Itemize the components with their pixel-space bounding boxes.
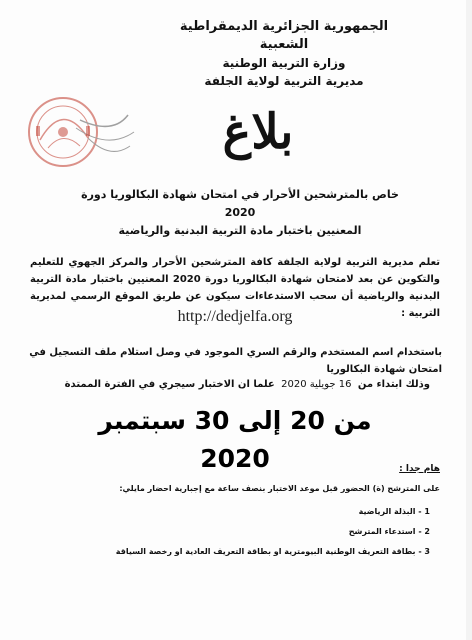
document-subtitle xyxy=(70,186,410,240)
subtitle-line-2: المعنيين باختبار مادة التربية البدنية والرياضية xyxy=(118,224,362,237)
credentials-instruction: باستخدام اسم المستخدم والرقم السري الموجود في وصل استلام ملف التسجيل في امتحان شهادة البكالوريا xyxy=(29,347,442,375)
important-title: هام جدا : xyxy=(399,464,440,474)
official-seal-stamp xyxy=(18,80,138,180)
header-republic: الجمهورية الجزائرية الديمقراطية الشعبية xyxy=(179,19,389,52)
important-notice xyxy=(40,462,440,562)
period-end-text: علما ان الاختبار سيجري في الفترة الممتدة xyxy=(64,379,275,390)
list-item: 3 - بطاقة التعريف الوطنية البيومترية او بطاقة التعريف العادية او رخصة السياقة xyxy=(115,547,430,556)
required-items-list xyxy=(40,502,440,562)
exam-dates-range: من 20 إلى 30 سبتمبر 2020 xyxy=(98,406,372,473)
subtitle-line-1: خاص بالمترشحين الأحرار في امتحان شهادة البكالوريا دورة 2020 xyxy=(81,188,399,219)
announcement-paragraph: تعلم مديرية التربية لولاية الجلفة كافة المترشحين الأحرار والمركز الجهوي للتعليم والتكوين عن بعد لامتحان شهادة البكالوريا دورة 2020 المعنيين باختبار مادة التربية البدنية والرياضية أن سحب الاستدعاءات سيكون عن طريق الموقع الرسمي لمديرية التربية : xyxy=(30,257,440,319)
seal-stamp-icon xyxy=(18,80,138,180)
important-note: على المترشح (ة) الحضور قبل موعد الاختبار بنصف ساعة مع إجبارية احضار مايلي: xyxy=(119,484,440,493)
website-link[interactable]: http://dedjelfa.org xyxy=(177,308,293,325)
document-header xyxy=(154,18,414,90)
header-directorate: مديرية التربية لولاية الجلفة xyxy=(204,74,364,88)
list-item: 2 - استدعاء المترشح xyxy=(348,527,430,536)
period-start-date: 16 جويلية 2020 xyxy=(281,379,352,390)
period-start-text: وذلك ابتداء من xyxy=(357,379,430,390)
document-title: بلاغ xyxy=(222,104,294,160)
list-item: 1 - البذلة الرياضية xyxy=(358,507,430,516)
header-ministry: وزارة التربية الوطنية xyxy=(222,56,346,70)
withdrawal-period xyxy=(40,376,430,393)
scan-edge xyxy=(466,0,472,640)
